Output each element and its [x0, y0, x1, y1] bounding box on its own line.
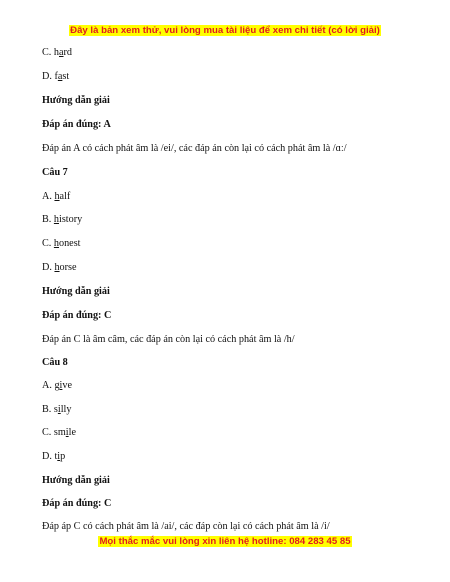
q6-option-d: D. fast [42, 71, 70, 82]
q8-explanation: Đáp áp C có cách phát âm là /ai/, các đáp còn lại có cách phát âm là /i/ [42, 521, 330, 532]
q8-title: Câu 8 [42, 357, 68, 368]
q8-answer: Đáp án đúng: C [42, 498, 112, 509]
q8-option-d: D. tip [42, 451, 66, 462]
q7-option-b: B. history [42, 214, 83, 225]
q8-option-a: A. give [42, 380, 73, 391]
preview-banner-text: Đây là bản xem thử, vui lòng mua tài liệu để xem chi tiết (có lời giải) [70, 25, 380, 36]
q6-explanation: Đáp án A có cách phát âm là /ei/, các đáp án còn lại có cách phát âm là /ɑː/ [42, 143, 347, 154]
hotline-banner [0, 536, 450, 547]
q8-option-b: B. silly [42, 404, 72, 415]
q7-title: Câu 7 [42, 167, 68, 178]
q7-guide-heading: Hướng dẫn giải [42, 286, 110, 297]
q7-answer: Đáp án đúng: C [42, 310, 112, 321]
hotline-banner-text: Mọi thắc mắc vui lòng xin liên hệ hotline: 084 283 45 85 [99, 536, 351, 547]
q7-explanation: Đáp án C là âm câm, các đáp án còn lại có cách phát âm là /h/ [42, 334, 295, 345]
q8-guide-heading: Hướng dẫn giải [42, 475, 110, 486]
preview-banner [0, 25, 450, 36]
q8-option-c: C. smile [42, 427, 76, 438]
q7-option-a: A. half [42, 191, 71, 202]
q6-guide-heading: Hướng dẫn giải [42, 95, 110, 106]
q7-option-c: C. honest [42, 238, 81, 249]
q6-answer: Đáp án đúng: A [42, 119, 111, 130]
q7-option-d: D. horse [42, 262, 77, 273]
q6-option-c: C. hard [42, 47, 73, 58]
